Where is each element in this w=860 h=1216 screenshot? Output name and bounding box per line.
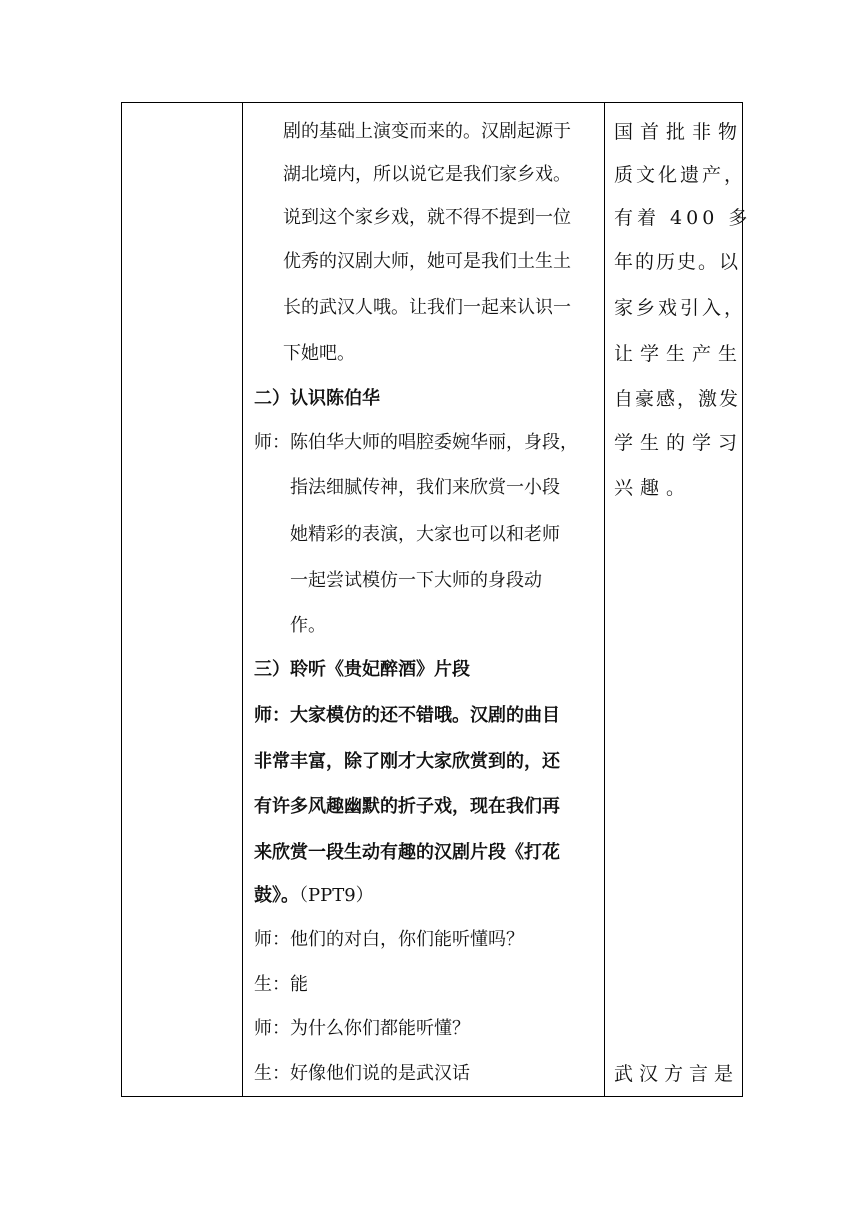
para3-line-1: 师：大家模仿的还不错哦。汉剧的曲目 [254,705,560,726]
intent-line-3: 有着 400 多 [614,207,752,229]
intent-line-2: 质文化遗产， [614,164,747,186]
section-heading-3: 三）聆听《贵妃醉酒》片段 [254,659,470,680]
left-column [122,103,243,1096]
para3-line-5 [254,885,374,907]
para2-line-2: 指法细腻传神，我们来欣赏一小段 [290,477,560,498]
para1-line-4: 优秀的汉剧大师，她可是我们土生土 [283,251,571,272]
dialog-line-3: 师：为什么你们都能听懂？ [254,1018,470,1039]
dialog-line-2: 生：能 [254,974,308,995]
dialog-line-4: 生：好像他们说的是武汉话 [254,1063,470,1084]
section-heading-2: 二）认识陈伯华 [254,388,380,409]
para1-line-5: 长的武汉人哦。让我们一起来认识一 [283,297,571,318]
para2-line-4: 一起尝试模仿一下大师的身段动 [290,570,542,591]
design-intent-column [605,103,752,1096]
para1-line-6: 下她吧。 [283,343,355,364]
para2-line-1: 师：陈伯华大师的唱腔委婉华丽，身段， [254,432,578,453]
intent-line-7: 自豪感，激发 [614,388,741,410]
para1-line-2: 湖北境内，所以说它是我们家乡戏。 [283,164,571,185]
para3-line-4: 来欣赏一段生动有趣的汉剧片段《打花 [254,842,560,863]
intent-line-8: 学生的学习 [614,432,745,454]
intent-line-4: 年的历史。以 [614,251,741,273]
para2-line-3: 她精彩的表演，大家也可以和老师 [290,524,560,545]
para1-line-1: 剧的基础上演变而来的。汉剧起源于 [283,121,571,142]
para3-line-5-text: 鼓》。 [254,885,299,906]
intent-line-6: 让学生产生 [614,343,745,365]
para3-line-2: 非常丰富，除了刚才大家欣赏到的，还 [254,751,560,772]
intent-line-5: 家乡戏引入， [614,297,747,319]
ppt-reference: （PPT9） [299,885,374,906]
para3-line-3: 有许多风趣幽默的折子戏，现在我们再 [254,796,560,817]
intent-line-9: 兴趣。 [614,477,693,499]
para2-line-5: 作。 [290,615,326,636]
dialog-line-1: 师：他们的对白，你们能听懂吗？ [254,929,524,950]
intent-bottom-line: 武汉方言是 [614,1063,740,1085]
lesson-plan-table [121,102,752,1097]
para1-line-3: 说到这个家乡戏，就不得不提到一位 [283,207,571,228]
intent-line-1: 国首批非物 [614,121,745,143]
teaching-process-column [243,103,605,1096]
